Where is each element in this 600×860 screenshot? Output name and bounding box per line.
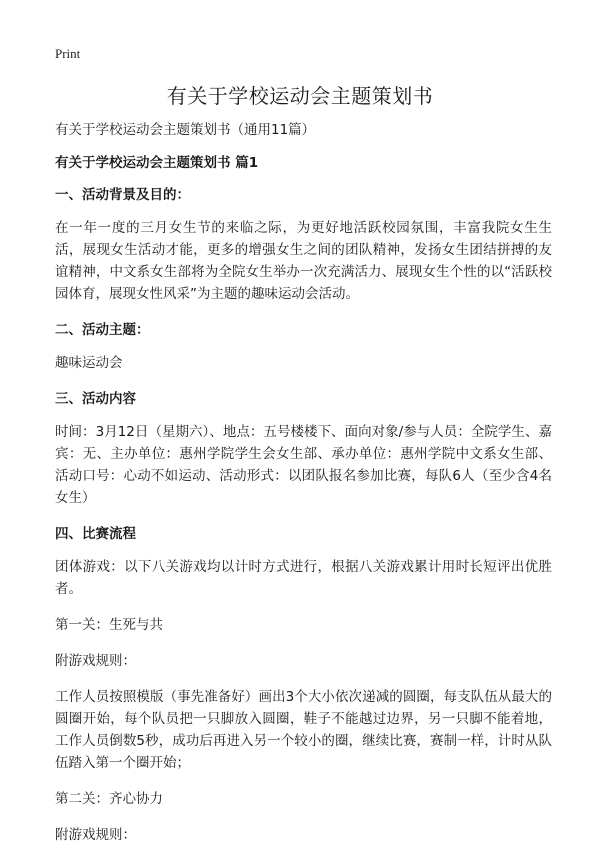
document-body [55,119,552,860]
section-heading-theme: 二、活动主题： [55,322,150,338]
document-subtitle: 有关于学校运动会主题策划书（通用11篇） [55,122,316,138]
level-2-label: 第二关：齐心协力 [55,791,163,807]
article-heading: 有关于学校运动会主题策划书 篇1 [55,155,259,171]
rules-label-2: 附游戏规则： [55,827,136,843]
level-1-label: 第一关：生死与共 [55,617,163,633]
section-text-background: 在一年一度的三月女生节的来临之际，为更好地活跃校园氛围，丰富我院女生生活，展现女生活动才能，更多的增强女生之间的团队精神，发扬女生团结拼搏的友谊精神，中文系女生部将为全院女生举办一次充满活力、展现女生个性的以“活跃校园体育，展现女性风采”为主题的趣味运动会活动。 [55,220,552,302]
section-text-theme: 趣味运动会 [55,355,123,371]
section-heading-background: 一、活动背景及目的： [55,187,190,203]
print-link[interactable]: Print [55,46,81,61]
section-heading-content: 三、活动内容 [55,391,136,407]
page-title: 有关于学校运动会主题策划书 [166,84,434,108]
level-1-rules: 工作人员按照模版（事先准备好）画出3个大小依次递减的圆圈，每支队伍从最大的圆圈开始，每个队员把一只脚放入圆圈，鞋子不能越过边界，另一只脚不能着地，工作人员倒数5秒，成功后再进入另一个较小的圈，继续比赛，赛制一样，计时从队伍踏入第一个圈开始； [55,689,552,771]
section-text-process: 团体游戏：以下八关游戏均以计时方式进行，根据八关游戏累计用时长短评出优胜者。 [55,559,552,597]
section-text-content: 时间：3月12日（星期六）、地点：五号楼楼下、面向对象/参与人员：全院学生、嘉宾：无、主办单位：惠州学院学生会女生部、承办单位：惠州学院中文系女生部、活动口号：心动不如运动、活动形式：以团队报名参加比赛，每队6人（至少含4名女生） [55,424,552,506]
rules-label-1: 附游戏规则： [55,653,136,669]
section-heading-process: 四、比赛流程 [55,526,136,542]
